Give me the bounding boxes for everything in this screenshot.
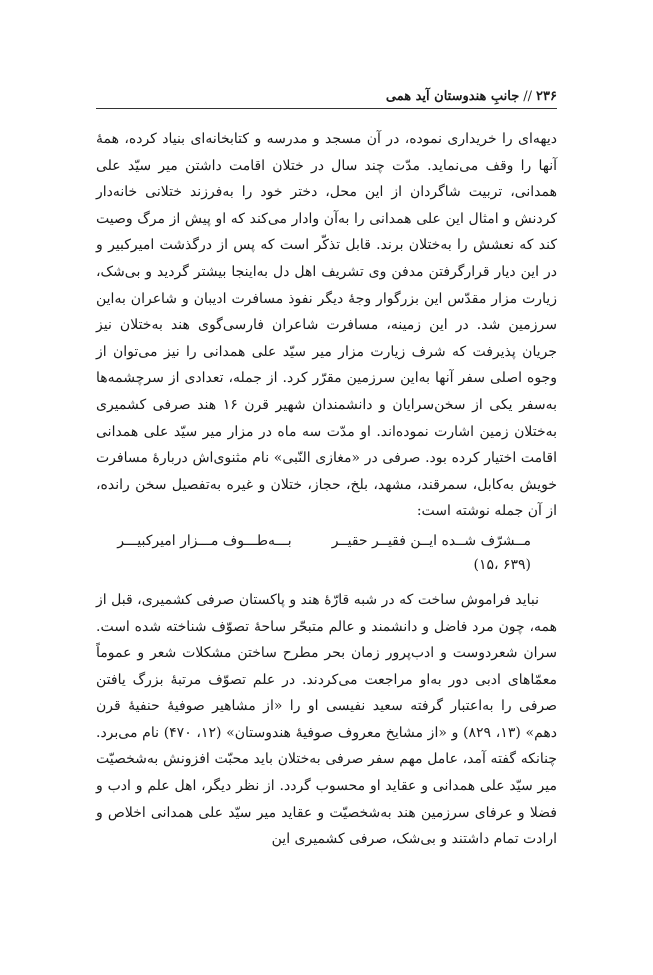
body-text (96, 126, 557, 853)
verse-citation: (۶۳۹ ،۱۵) (473, 556, 531, 573)
header-divider (96, 108, 557, 109)
page-number: ۲۳۶ (536, 89, 557, 104)
verse-hemistich-2: بـــه‌طـــوف مـــزار امیرکبیـــر (117, 532, 292, 549)
running-title: جانبِ هندوستان آید همی (385, 89, 520, 104)
header-separator: // (523, 89, 533, 104)
verse-hemistich-1: مــشرّف شــده ایــن فقیــر حقیــر (331, 532, 531, 549)
paragraph-1: دیهه‌ای را خریداری نموده، در آن مسجد و مدرسه و کتابخانه‌ای بنیاد کرده، همهٔ آنها را وقف می‌نماید. مدّت چند سال در ختلان اقامت داشتن میر سیّد علی همدانی، تربیت شاگردان از این محل، دختر خود را به‌فرزند ختلانی خانه‌دار کردنش و امثال این علی همدانی را به‌آن وادار می‌کند که او پیش از مرگ وصیت کند که نعشش را به‌ختلان برند. قابل تذکّر است که پس از درگذشت امیرکبیر و در این دیار قرارگرفتن مدفن وی تشریف اهل دل به‌اینجا بیشتر گردید و بی‌شک، زیارت مزار مقدّس این بزرگوار وجهٔ دیگر نفوذ مسافرت ادیبان و شاعران به‌این سرزمین شد. در این زمینه، مسافرت شاعران فارسی‌گوی هند به‌ختلان نیز جریان پذیرفت که شرف زیارت مزار میر سیّد علی همدانی را نیز می‌توان از وجوه اصلی سفر آنها به‌این سرزمین مقرّر کرد. از جمله، تعدادی از سرچشمه‌ها به‌سفر یکی از سخن‌سرایان و دانشمندان شهیر قرن ۱۶ هند صرفی کشمیری به‌ختلان زمین اشارت نموده‌اند. او مدّت سه ماه در مزار میر سیّد علی همدانی اقامت اختیار کرده بود. صرفی در «مغازی النّبی» نام مثنوی‌اش دربارهٔ مسافرت خویش به‌کابل، سمرقند، مشهد، بلخ، حجاز، ختلان و غیره به‌تفصیل سخن رانده، از آن جمله نوشته است: (96, 131, 558, 520)
paragraph-2: نباید فراموش ساخت که در شبه قارّهٔ هند و پاکستان صرفی کشمیری، قبل از همه، چون مرد فاضل و دانشمند و عالم متبحّر ساحهٔ تصوّف شناخته شده است. سران شعردوست و ادب‌پرور زمان بحر مطرح ساختن مشکلات شعر و عموماً معمّاهای ادبی دور به‌او مراجعت می‌کردند. در علم تصوّف مرتبهٔ بزرگ یافتن صرفی را به‌اعتبار گرفته سعید نفیسی او را «از مشاهیر صوفیهٔ حنفیهٔ قرن دهم» (۱۳، ۸۲۹) و «از مشایخ معروف صوفیهٔ هندوستان» (۱۲، ۴۷۰) نام می‌برد. چنانکه گفته آمد، عامل مهم سفر صرفی به‌ختلان باید محبّت افزونش به‌شخصیّت میر سیّد علی همدانی و عقاید او محسوب گردد. از نظر دیگر، اهل علم و ادب و فضلا و عرفای سرزمین هند به‌شخصیّت و عقاید میر سیّد علی همدانی اخلاص و ارادت تمام داشتند و بی‌شک، صرفی کشمیری این (96, 591, 557, 848)
verse-quote (96, 529, 557, 577)
verse-line (96, 529, 531, 553)
running-header (96, 84, 557, 104)
